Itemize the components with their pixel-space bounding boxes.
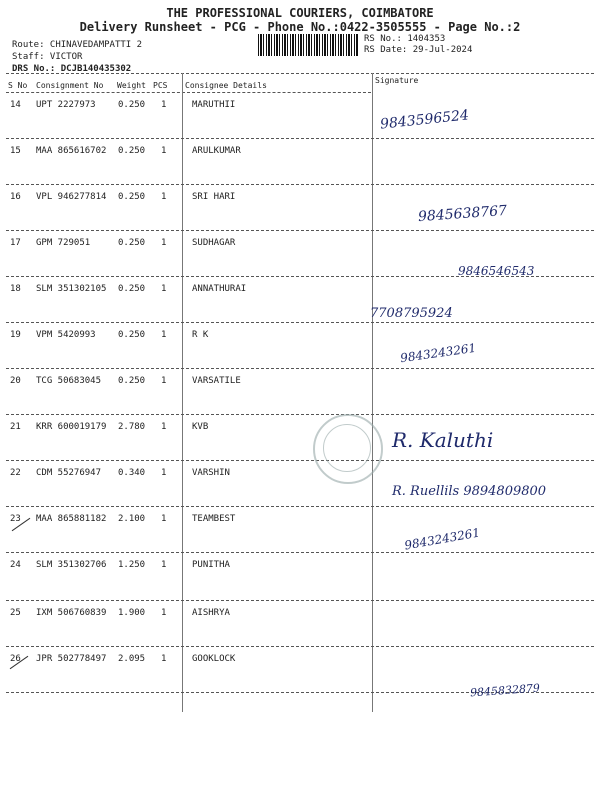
row-sno: 15: [10, 146, 21, 156]
row-weight: 1.900: [118, 608, 146, 618]
row-consignee: ARULKUMAR: [192, 146, 241, 156]
row-consignee: KVB: [192, 422, 209, 432]
row-pcs: 1: [161, 654, 167, 664]
row-pcs: 1: [161, 284, 167, 294]
row-consignment: KRR 600019179: [36, 422, 107, 432]
row-separator: [6, 692, 594, 693]
row-consignment: MAA 865881182: [36, 514, 107, 524]
table-row: [0, 284, 600, 330]
header-top-rule: [6, 73, 594, 74]
row-weight: 1.250: [118, 560, 146, 570]
row-sno: 18: [10, 284, 21, 294]
row-consignment: JPR 502778497: [36, 654, 107, 664]
row-pcs: 1: [161, 192, 167, 202]
row-separator: [6, 414, 594, 415]
signature-handwriting: 9846546543: [458, 264, 535, 278]
row-consignment: SLM 351302706: [36, 560, 107, 570]
col-header-consignee: Consignee Details: [185, 81, 267, 90]
row-sno: 25: [10, 608, 21, 618]
table-row: [0, 422, 600, 468]
barcode: [258, 34, 358, 56]
table-row: [0, 192, 600, 238]
row-separator: [6, 322, 594, 323]
rs-number: RS No.: 1404353: [364, 34, 446, 44]
row-consignment: UPT 2227973: [36, 100, 96, 110]
row-separator: [6, 460, 594, 461]
row-pcs: 1: [161, 514, 167, 524]
row-separator: [6, 184, 594, 185]
table-row: [0, 376, 600, 422]
row-pcs: 1: [161, 608, 167, 618]
col-header-weight: Weight: [117, 81, 146, 90]
row-consignment: CDM 55276947: [36, 468, 102, 478]
signature-handwriting: 9845832879: [469, 681, 541, 700]
row-weight: 0.250: [118, 238, 146, 248]
signature-handwriting: R. Kaluthi: [392, 428, 494, 452]
company-seal-stamp: [313, 414, 383, 484]
table-row: [0, 330, 600, 376]
row-sno: 19: [10, 330, 21, 340]
row-consignee: VARSATILE: [192, 376, 241, 386]
row-separator: [6, 552, 594, 553]
row-consignment: TCG 50683045: [36, 376, 102, 386]
row-consignment: VPM 5420993: [36, 330, 96, 340]
row-pcs: 1: [161, 146, 167, 156]
row-weight: 0.250: [118, 192, 146, 202]
row-consignment: IXM 506760839: [36, 608, 107, 618]
row-consignment: SLM 351302105: [36, 284, 107, 294]
table-row: [0, 146, 600, 192]
signature-handwriting: 9843596524: [379, 107, 470, 133]
table-row: [0, 238, 600, 284]
row-weight: 0.250: [118, 330, 146, 340]
row-sno: 21: [10, 422, 21, 432]
row-separator: [6, 506, 594, 507]
row-consignee: VARSHIN: [192, 468, 230, 478]
row-separator: [6, 138, 594, 139]
row-sno: 16: [10, 192, 21, 202]
runsheet-subtitle: Delivery Runsheet - PCG - Phone No.:0422-3505555 - Page No.:2: [79, 20, 521, 34]
rs-date: RS Date: 29-Jul-2024: [364, 45, 473, 55]
row-consignment: MAA 865616702: [36, 146, 107, 156]
row-sno: 14: [10, 100, 21, 110]
row-consignee: GOOKLOCK: [192, 654, 236, 664]
row-weight: 2.780: [118, 422, 146, 432]
row-pcs: 1: [161, 560, 167, 570]
row-weight: 2.095: [118, 654, 146, 664]
row-separator: [6, 368, 594, 369]
row-sno: 23: [10, 514, 21, 524]
row-pcs: 1: [161, 100, 167, 110]
col-header-sno: S No: [8, 81, 28, 90]
row-separator: [6, 646, 594, 647]
col-header-pcs: PCS: [153, 81, 168, 90]
signature-handwriting: 9843243261: [403, 525, 481, 553]
row-weight: 0.250: [118, 100, 146, 110]
row-consignee: PUNITHA: [192, 560, 230, 570]
table-row: [0, 514, 600, 560]
row-pcs: 1: [161, 330, 167, 340]
staff-label: Staff: VICTOR: [12, 52, 83, 62]
col-header-signature: Signature: [375, 76, 419, 85]
route-label: Route: CHINAVEDAMPATTI 2: [12, 40, 143, 50]
row-sno: 24: [10, 560, 21, 570]
row-consignee: AISHRYA: [192, 608, 230, 618]
table-row: [0, 468, 600, 514]
row-separator: [6, 276, 594, 277]
row-consignee: TEAMBEST: [192, 514, 236, 524]
row-weight: 0.250: [118, 284, 146, 294]
row-weight: 2.100: [118, 514, 146, 524]
company-title: THE PROFESSIONAL COURIERS, COIMBATORE: [166, 6, 434, 20]
row-consignee: SRI HARI: [192, 192, 236, 202]
row-separator: [6, 230, 594, 231]
row-sno: 26: [10, 654, 21, 664]
col-header-consignment: Consignment No: [36, 81, 104, 90]
row-consignee: SUDHAGAR: [192, 238, 236, 248]
row-sno: 17: [10, 238, 21, 248]
drs-number: DRS No.: DCJB140435302: [12, 64, 132, 74]
table-row: [0, 654, 600, 700]
signature-handwriting: 9843243261: [399, 340, 477, 366]
row-consignee: ANNATHURAI: [192, 284, 247, 294]
row-separator: [6, 600, 594, 601]
row-sno: 22: [10, 468, 21, 478]
row-weight: 0.250: [118, 376, 146, 386]
row-pcs: 1: [161, 238, 167, 248]
row-weight: 0.250: [118, 146, 146, 156]
row-consignment: GPM 729051: [36, 238, 91, 248]
header-bottom-rule: [6, 92, 371, 93]
row-consignee: MARUTHII: [192, 100, 236, 110]
table-row: [0, 100, 600, 146]
signature-handwriting: R. Ruellils 9894809800: [392, 484, 547, 499]
row-pcs: 1: [161, 422, 167, 432]
row-sno: 20: [10, 376, 21, 386]
row-pcs: 1: [161, 468, 167, 478]
signature-handwriting: 7708795924: [370, 306, 453, 321]
table-row: [0, 608, 600, 654]
signature-handwriting: 9845638767: [417, 202, 508, 226]
row-pcs: 1: [161, 376, 167, 386]
row-consignment: VPL 946277814: [36, 192, 107, 202]
row-consignee: R K: [192, 330, 209, 340]
row-weight: 0.340: [118, 468, 146, 478]
